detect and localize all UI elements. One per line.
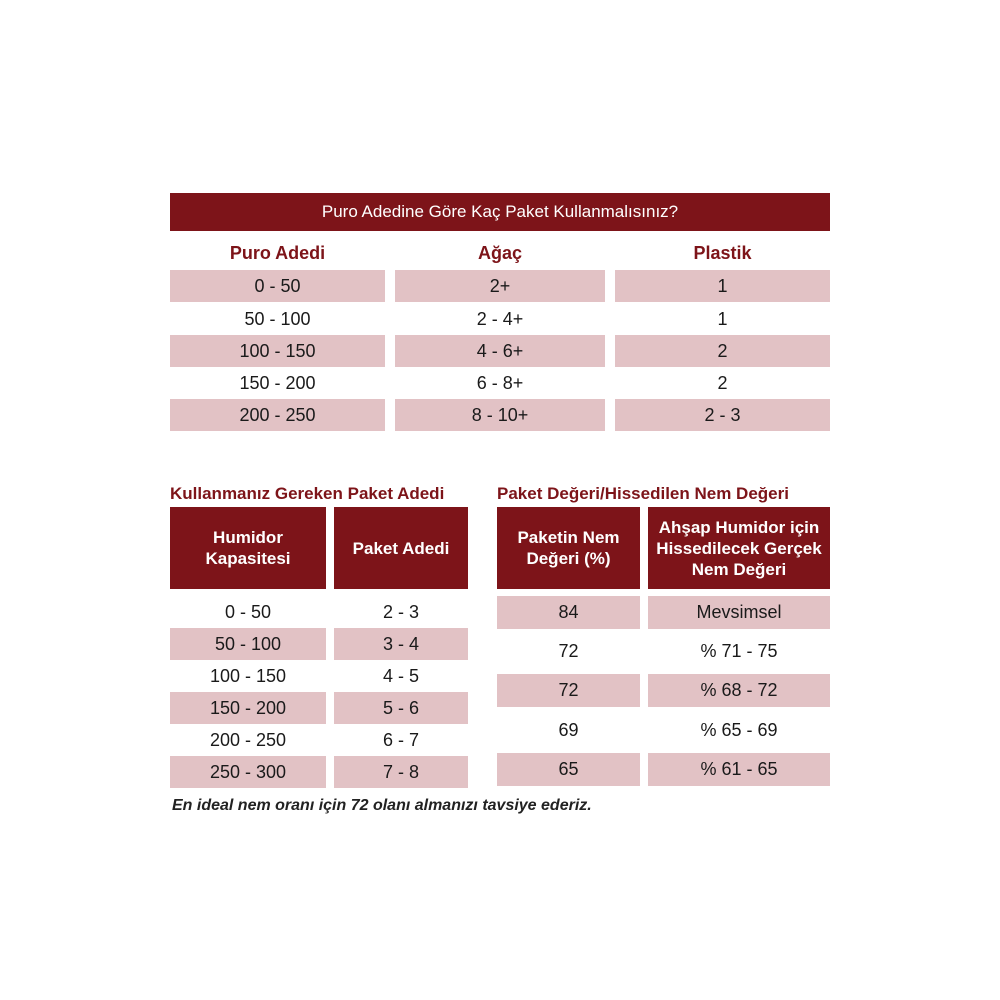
table3-cell: 72 bbox=[497, 674, 640, 707]
table3-cell: Mevsimsel bbox=[648, 596, 830, 629]
table2-cell: 7 - 8 bbox=[334, 756, 468, 788]
table2-title: Kullanmanız Gereken Paket Adedi bbox=[170, 484, 445, 503]
table3-cell: 69 bbox=[558, 720, 579, 740]
table2-cell: 150 - 200 bbox=[170, 692, 326, 724]
table3-cell: % 71 - 75 bbox=[700, 641, 778, 661]
table2-cell: 0 - 50 bbox=[224, 601, 272, 622]
table1-header-agac: Ağaç bbox=[477, 242, 522, 263]
table3-cell: 72 bbox=[558, 641, 579, 661]
table3-cell: 65 bbox=[497, 753, 640, 786]
table3-header-hissedilen-nem: Ahşap Humidor için Hissedilecek Gerçek Nem Değeri bbox=[648, 507, 830, 589]
table1-cell: 2+ bbox=[395, 270, 605, 302]
table2-cell: 3 - 4 bbox=[334, 628, 468, 660]
table2-cell: 4 - 5 bbox=[382, 665, 420, 686]
table1-cell: 1 bbox=[615, 270, 830, 302]
table1-cell: 100 - 150 bbox=[170, 335, 385, 367]
recommendation-note: En ideal nem oranı için 72 olanı almanızı tavsiye ederiz. bbox=[172, 797, 592, 814]
table1-title: Puro Adedine Göre Kaç Paket Kullanmalısınız? bbox=[170, 193, 830, 231]
table1-cell: 1 bbox=[717, 308, 728, 329]
table3-header-paket-nem: Paketin Nem Değeri (%) bbox=[497, 507, 640, 589]
table1-cell: 6 - 8+ bbox=[476, 372, 524, 393]
table2-cell: 100 - 150 bbox=[209, 665, 287, 686]
table1-cell: 2 - 4+ bbox=[476, 308, 524, 329]
table2-cell: 200 - 250 bbox=[209, 729, 287, 750]
table1-cell: 50 - 100 bbox=[244, 308, 311, 329]
table3-cell: % 68 - 72 bbox=[648, 674, 830, 707]
table1-header-plastik: Plastik bbox=[693, 242, 752, 263]
table2-cell: 50 - 100 bbox=[170, 628, 326, 660]
table1-cell: 2 bbox=[717, 372, 728, 393]
table1-cell: 2 - 3 bbox=[615, 399, 830, 431]
table1-cell: 150 - 200 bbox=[239, 372, 316, 393]
table1-cell: 2 bbox=[615, 335, 830, 367]
table1-cell: 4 - 6+ bbox=[395, 335, 605, 367]
table3-cell: % 65 - 69 bbox=[700, 720, 778, 740]
table1-cell: 0 - 50 bbox=[170, 270, 385, 302]
table1-cell: 8 - 10+ bbox=[395, 399, 605, 431]
table2-cell: 2 - 3 bbox=[382, 601, 420, 622]
table2-header-kapasite: Humidor Kapasitesi bbox=[170, 507, 326, 589]
table2-cell: 6 - 7 bbox=[382, 729, 420, 750]
table3-cell: 84 bbox=[497, 596, 640, 629]
table2-cell: 5 - 6 bbox=[334, 692, 468, 724]
table1-header-puro-adedi: Puro Adedi bbox=[229, 242, 326, 263]
table2-cell: 250 - 300 bbox=[170, 756, 326, 788]
table3-title: Paket Değeri/Hissedilen Nem Değeri bbox=[497, 484, 789, 503]
table2-header-paket-adedi: Paket Adedi bbox=[334, 507, 468, 589]
table3-cell: % 61 - 65 bbox=[648, 753, 830, 786]
table1-cell: 200 - 250 bbox=[170, 399, 385, 431]
